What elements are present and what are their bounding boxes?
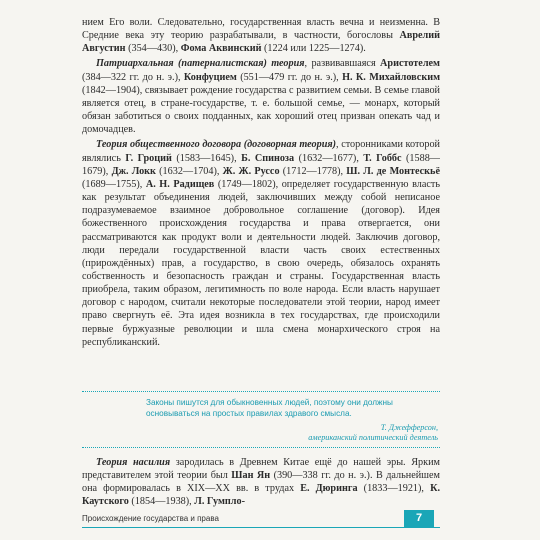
paragraph-patriarchal-theory: [82, 57, 440, 136]
text-span: (354—430),: [125, 43, 181, 55]
name-kautsky: К. Каутского: [82, 483, 440, 508]
term-violence: Теория насилия: [96, 457, 171, 468]
name-radishchev: А. Н. Радищев: [145, 178, 215, 190]
text-span: зародилась в Древнем Китае ещё до нашей эры. Ярким представителем этой теории был: [82, 457, 440, 482]
text-span: (1224 или 1225—1274).: [261, 43, 366, 55]
quote-attribution: [178, 423, 438, 443]
name-mikhailovsky: Н. К. Михайловским: [342, 71, 441, 83]
quote-author-role: американский политический деятель: [308, 433, 438, 442]
quote-box: [82, 391, 440, 448]
text-span: (551—479 гг. до н. э.),: [236, 71, 343, 83]
quote-text: Законы пишутся для обыкновенных людей, поэтому они должны основываться на простых правилах здравого смысла.: [146, 398, 393, 418]
name-aquinas: Фома Аквинский: [180, 43, 262, 55]
name-montesquieu: Ш. Л. де Монтескьё: [346, 165, 440, 177]
text-span: , развивавшаяся: [304, 58, 381, 70]
text-span: (1689—1755),: [82, 178, 146, 190]
text-span: (1632—1704),: [155, 165, 223, 177]
page-footer: [82, 511, 440, 528]
page-number-badge: 7: [404, 510, 434, 527]
text-span: (1632—1677),: [294, 152, 364, 164]
name-spinoza: Б. Спиноза: [241, 152, 295, 164]
text-span: (1749—1802), определяет государственную власть как результат объединения людей, заключивших между собой неписаное подразумеваемое взаимное добровольное соглашение (договор). Идея божественного происхождения государства и права отвергается, они рассматриваются как продукт воли и деятельности людей. Заключив договор, люди передали государственной власти часть своих естественных (прирождённых) прав, а государство, в свою очередь, обязалось охранять собственность и безопасность граждан и страны. Государственная власть приобрела, таким образом, легитимность по воле народа. Если власть нарушает договор с народом, считали некоторые последователи этой теории, народ имеет право свергнуть её. Эта идея возникла в тех государствах, где происходили первые буржуазные революции и шла смена монархического строя на республиканский.: [82, 178, 440, 348]
name-confucius: Конфуцием: [183, 71, 237, 83]
text-span: (1833—1921),: [357, 483, 431, 495]
text-span: (1712—1778),: [279, 165, 347, 177]
name-shang-yang: Шан Ян: [231, 470, 271, 482]
text-span: (1842—1904), связывает рождение государства с развитием семьи. В семье главой является отец, в стране-государстве, т. е. большой семье, — монарх, который обязан заботиться о своих подданных, как хороший отец призван опекать чад и домочадцев.: [82, 84, 440, 136]
text-span: (1588—1679),: [82, 152, 440, 177]
text-span: (1583—1645),: [171, 152, 242, 164]
main-text: [82, 16, 440, 349]
paragraph-divine-theory-end: [82, 16, 440, 55]
name-augustine: Аврелий Августин: [82, 30, 440, 55]
text-span: нием Его воли. Следовательно, государственная власть вечна и неизменна. В Средние века эту теорию разрабатывали, в частности, богословы: [82, 17, 440, 42]
name-rousseau: Ж. Ж. Руссо: [222, 165, 280, 177]
term-social-contract: Теория общественного договора (договорная теория): [96, 139, 337, 151]
text-span: (384—322 гг. до н. э.),: [82, 71, 184, 83]
footer-chapter-title: Происхождение государства и права: [82, 514, 219, 523]
text-span: (1854—1938),: [128, 496, 195, 508]
violence-theory-text: [82, 456, 440, 509]
paragraph-social-contract-theory: [82, 138, 440, 349]
paragraph-violence-theory: [82, 456, 440, 509]
text-span: (390—338 гг. до н. э.). В дальнейшем она формировалась в XIX—XX вв. в трудах: [82, 470, 440, 495]
term-patriarchal: Патриархальная (патерналистская) теория: [96, 58, 305, 70]
name-gumplowicz: Л. Гумпло-: [194, 496, 245, 508]
name-grotius: Г. Гроций: [125, 152, 172, 164]
text-span: , сторонниками которой являлись: [82, 139, 440, 164]
name-hobbes: Т. Гоббс: [363, 152, 402, 164]
name-aristotle: Аристотелем: [380, 58, 440, 70]
name-duhring: Е. Дюринга: [300, 483, 358, 495]
name-locke: Дж. Локк: [111, 165, 156, 177]
quote-author: Т. Джефферсон,: [380, 423, 438, 432]
